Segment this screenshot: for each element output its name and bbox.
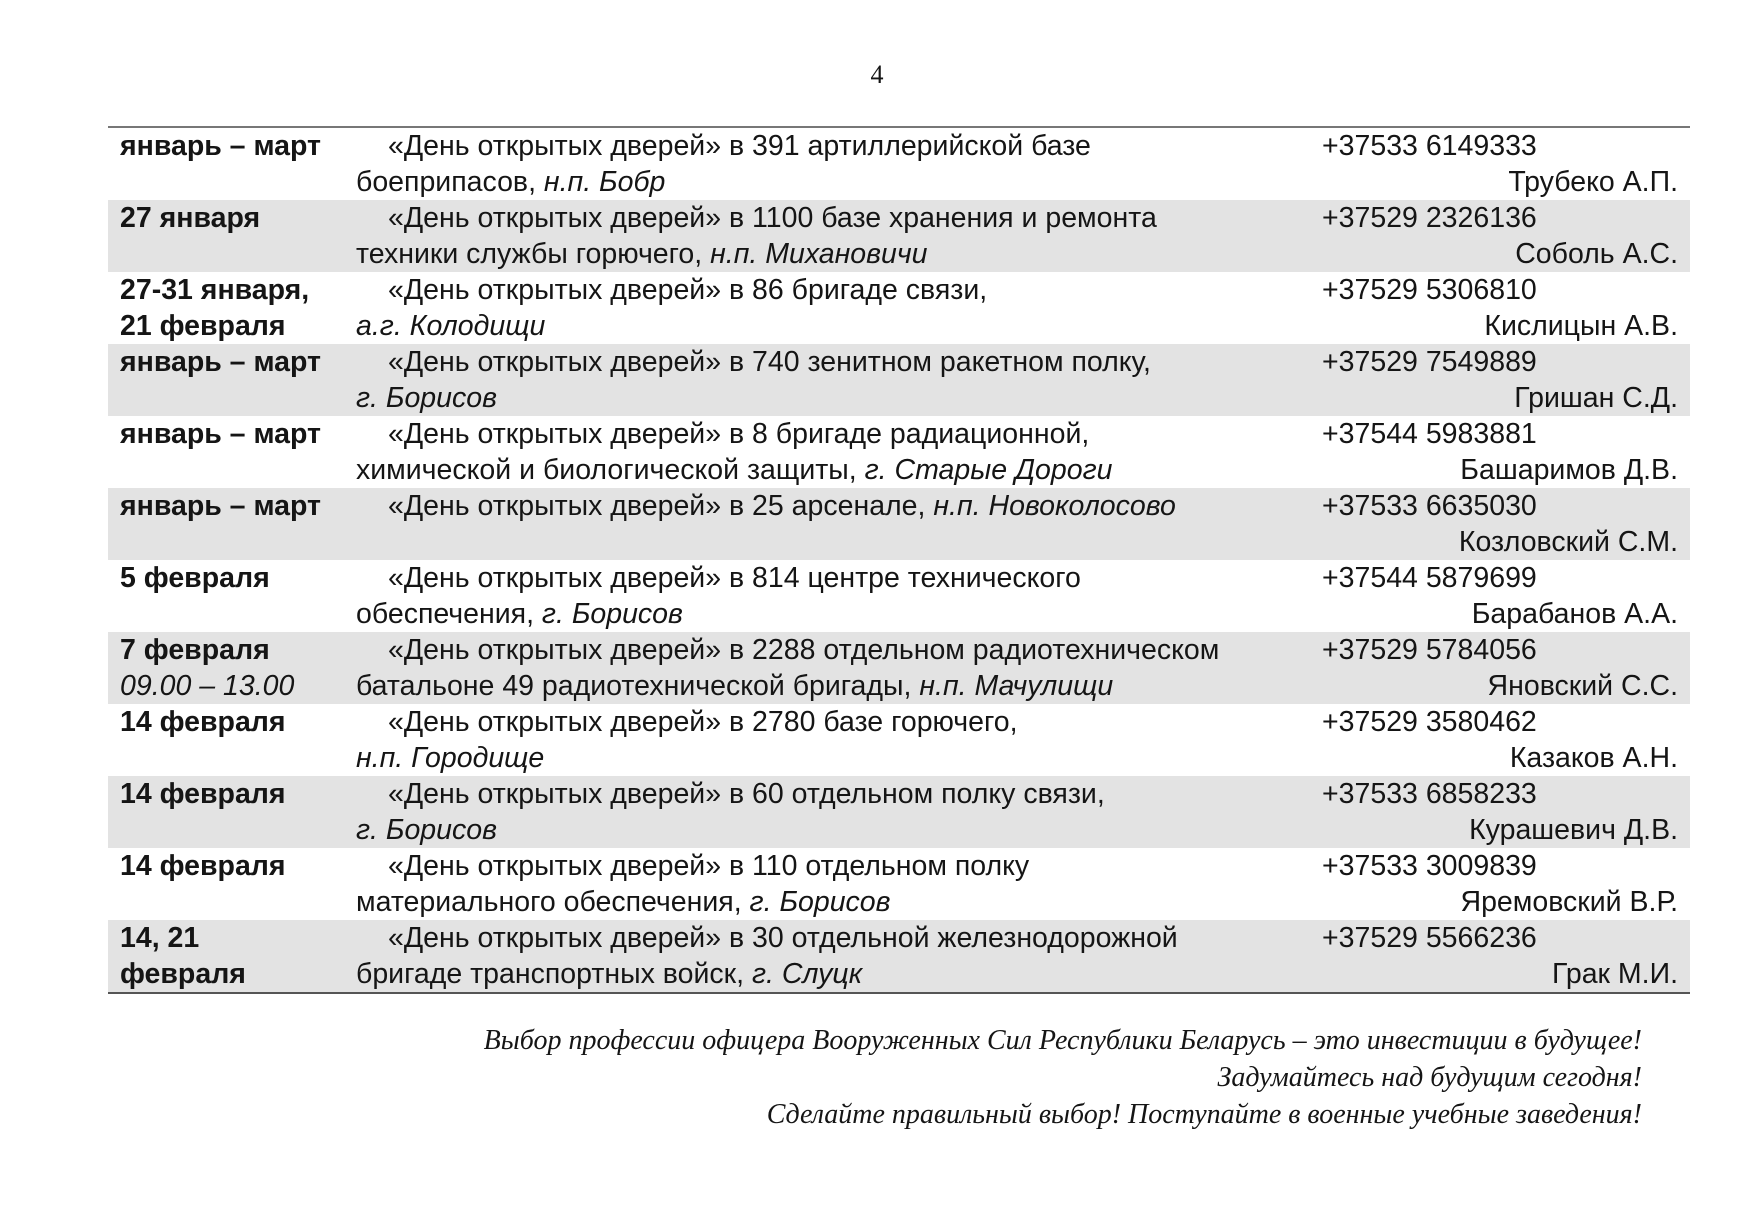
event-cell (356, 416, 1322, 488)
contact-person: Курашевич Д.В. (1469, 814, 1678, 846)
contact-phone: +37529 7549889 (1322, 346, 1537, 378)
event-title: «День открытых дверей» в 86 бригаде связи, (388, 274, 988, 306)
event-title (356, 488, 1312, 524)
event-cell (356, 344, 1322, 416)
contact-phone: +37529 5784056 (1322, 634, 1537, 666)
event-title-continued (356, 740, 1312, 776)
date-cell (108, 488, 356, 560)
footer-slogan (242, 1022, 1642, 1133)
event-cell (356, 704, 1322, 776)
date-cell (108, 776, 356, 848)
contact-phone: +37533 6635030 (1322, 490, 1537, 522)
table-row (108, 272, 1690, 344)
event-date: 5 февраля (120, 562, 270, 594)
slogan-line-1: Выбор профессии офицера Вооруженных Сил Республики Беларусь – это инвестиции в будущее! (483, 1025, 1642, 1056)
contact-phone: +37533 3009839 (1322, 850, 1537, 882)
event-location: г. Борисов (541, 598, 683, 630)
table-row (108, 704, 1690, 776)
event-text: обеспечения, (356, 598, 542, 630)
event-text: химической и биологической защиты, (356, 454, 865, 486)
contact-phone: +37533 6858233 (1322, 778, 1537, 810)
event-date: январь – март (120, 490, 322, 522)
event-title-continued (356, 452, 1312, 488)
contact-cell (1322, 632, 1690, 704)
contact-person: Казаков А.Н. (1509, 742, 1678, 774)
event-location: г. Слуцк (751, 958, 863, 990)
contact-cell (1322, 560, 1690, 632)
contact-cell (1322, 488, 1690, 560)
contact-cell (1322, 272, 1690, 344)
contact-phone: +37544 5879699 (1322, 562, 1537, 594)
event-date: январь – март (120, 418, 322, 450)
event-text: боеприпасов, (356, 166, 544, 198)
contact-cell (1322, 704, 1690, 776)
event-location: г. Старые Дороги (864, 454, 1113, 486)
date-cell (108, 416, 356, 488)
event-cell (356, 920, 1322, 992)
table-row (108, 632, 1690, 704)
event-text: «День открытых дверей» в 25 арсенале, (388, 490, 934, 522)
event-location: г. Борисов (749, 886, 891, 918)
events-table (108, 126, 1690, 994)
date-cell (108, 704, 356, 776)
slogan-line-3: Сделайте правильный выбор! Поступайте в военные учебные заведения! (766, 1099, 1642, 1130)
contact-person: Трубеко А.П. (1508, 166, 1678, 198)
event-location: г. Борисов (356, 814, 497, 846)
event-title-continued (356, 956, 1312, 992)
date-cell (108, 920, 356, 992)
table-row (108, 920, 1690, 992)
event-title-continued (356, 236, 1312, 272)
contact-phone: +37529 2326136 (1322, 202, 1537, 234)
event-title: «День открытых дверей» в 814 центре технического (388, 562, 1081, 594)
event-text: бригаде транспортных войск, (356, 958, 752, 990)
event-title: «День открытых дверей» в 110 отдельном полку (388, 850, 1030, 882)
contact-person: Грак М.И. (1552, 958, 1678, 990)
event-date: 14 февраля (120, 778, 286, 810)
table-row (108, 344, 1690, 416)
event-cell (356, 560, 1322, 632)
event-cell (356, 200, 1322, 272)
contact-cell (1322, 344, 1690, 416)
event-text: техники службы горючего, (356, 238, 711, 270)
event-date-second: 21 февраля (120, 310, 286, 342)
event-title-continued (356, 596, 1312, 632)
event-location: г. Борисов (356, 382, 497, 414)
contact-cell (1322, 416, 1690, 488)
contact-person: Барабанов А.А. (1471, 598, 1678, 630)
table-row (108, 128, 1690, 200)
contact-cell (1322, 920, 1690, 992)
date-cell (108, 128, 356, 200)
event-date: 14 февраля (120, 706, 286, 738)
event-location: н.п. Михановичи (710, 238, 928, 270)
date-cell (108, 848, 356, 920)
contact-phone: +37529 5566236 (1322, 922, 1537, 954)
event-title-continued (356, 164, 1312, 200)
table-row (108, 200, 1690, 272)
contact-person: Яремовский В.Р. (1460, 886, 1678, 918)
page-number: 4 (870, 60, 884, 89)
event-date: 7 февраля (120, 634, 270, 666)
event-title-continued (356, 668, 1312, 704)
contact-cell (1322, 128, 1690, 200)
date-cell (108, 272, 356, 344)
contact-phone: +37533 6149333 (1322, 130, 1537, 162)
event-cell (356, 848, 1322, 920)
contact-phone: +37529 5306810 (1322, 274, 1537, 306)
table-row (108, 776, 1690, 848)
event-location: а.г. Колодищи (356, 310, 546, 342)
contact-person: Яновский С.С. (1487, 670, 1678, 702)
event-cell (356, 272, 1322, 344)
event-title: «День открытых дверей» в 30 отдельной железнодорожной (388, 922, 1178, 954)
event-location: н.п. Новоколосово (933, 490, 1176, 522)
contact-person: Козловский С.М. (1458, 526, 1678, 558)
event-text: материального обеспечения, (356, 886, 750, 918)
event-date: январь – март (120, 130, 322, 162)
date-cell (108, 632, 356, 704)
date-cell (108, 344, 356, 416)
event-cell (356, 128, 1322, 200)
event-title: «День открытых дверей» в 2780 базе горючего, (388, 706, 1018, 738)
event-location: н.п. Бобр (543, 166, 666, 198)
event-text: батальоне 49 радиотехнической бригады, (356, 670, 920, 702)
contact-phone: +37544 5983881 (1322, 418, 1537, 450)
contact-phone: +37529 3580462 (1322, 706, 1537, 738)
event-location: н.п. Мачулищи (919, 670, 1114, 702)
event-title: «День открытых дверей» в 391 артиллерийской базе (388, 130, 1091, 162)
contact-person: Гришан С.Д. (1514, 382, 1678, 414)
event-title-continued (356, 812, 1312, 848)
date-cell (108, 200, 356, 272)
contact-person: Соболь А.С. (1515, 238, 1678, 270)
event-cell (356, 488, 1322, 560)
event-title: «День открытых дверей» в 60 отдельном полку связи, (388, 778, 1105, 810)
contact-person: Башаримов Д.В. (1460, 454, 1678, 486)
table-row (108, 416, 1690, 488)
event-date: январь – март (120, 346, 322, 378)
event-title-continued (356, 308, 1312, 344)
event-cell (356, 632, 1322, 704)
date-cell (108, 560, 356, 632)
event-title-continued (356, 884, 1312, 920)
table-row (108, 488, 1690, 560)
event-time: 09.00 – 13.00 (120, 670, 295, 702)
slogan-line-2: Задумайтесь над будущим сегодня! (1217, 1062, 1642, 1093)
event-date-second: февраля (120, 958, 246, 990)
event-date: 14, 21 (120, 922, 200, 954)
event-date: 27-31 января, (120, 274, 310, 306)
event-location: н.п. Городище (356, 742, 545, 774)
contact-person: Кислицын А.В. (1484, 310, 1678, 342)
event-title: «День открытых дверей» в 2288 отдельном радиотехническом (388, 634, 1220, 666)
contact-cell (1322, 848, 1690, 920)
event-title-continued (356, 380, 1312, 416)
event-cell (356, 776, 1322, 848)
event-title: «День открытых дверей» в 8 бригаде радиационной, (388, 418, 1090, 450)
event-date: 14 февраля (120, 850, 286, 882)
event-title: «День открытых дверей» в 1100 базе хранения и ремонта (388, 202, 1157, 234)
table-row (108, 848, 1690, 920)
event-title: «День открытых дверей» в 740 зенитном ракетном полку, (388, 346, 1151, 378)
event-date: 27 января (120, 202, 261, 234)
contact-cell (1322, 776, 1690, 848)
contact-cell (1322, 200, 1690, 272)
table-row (108, 560, 1690, 632)
